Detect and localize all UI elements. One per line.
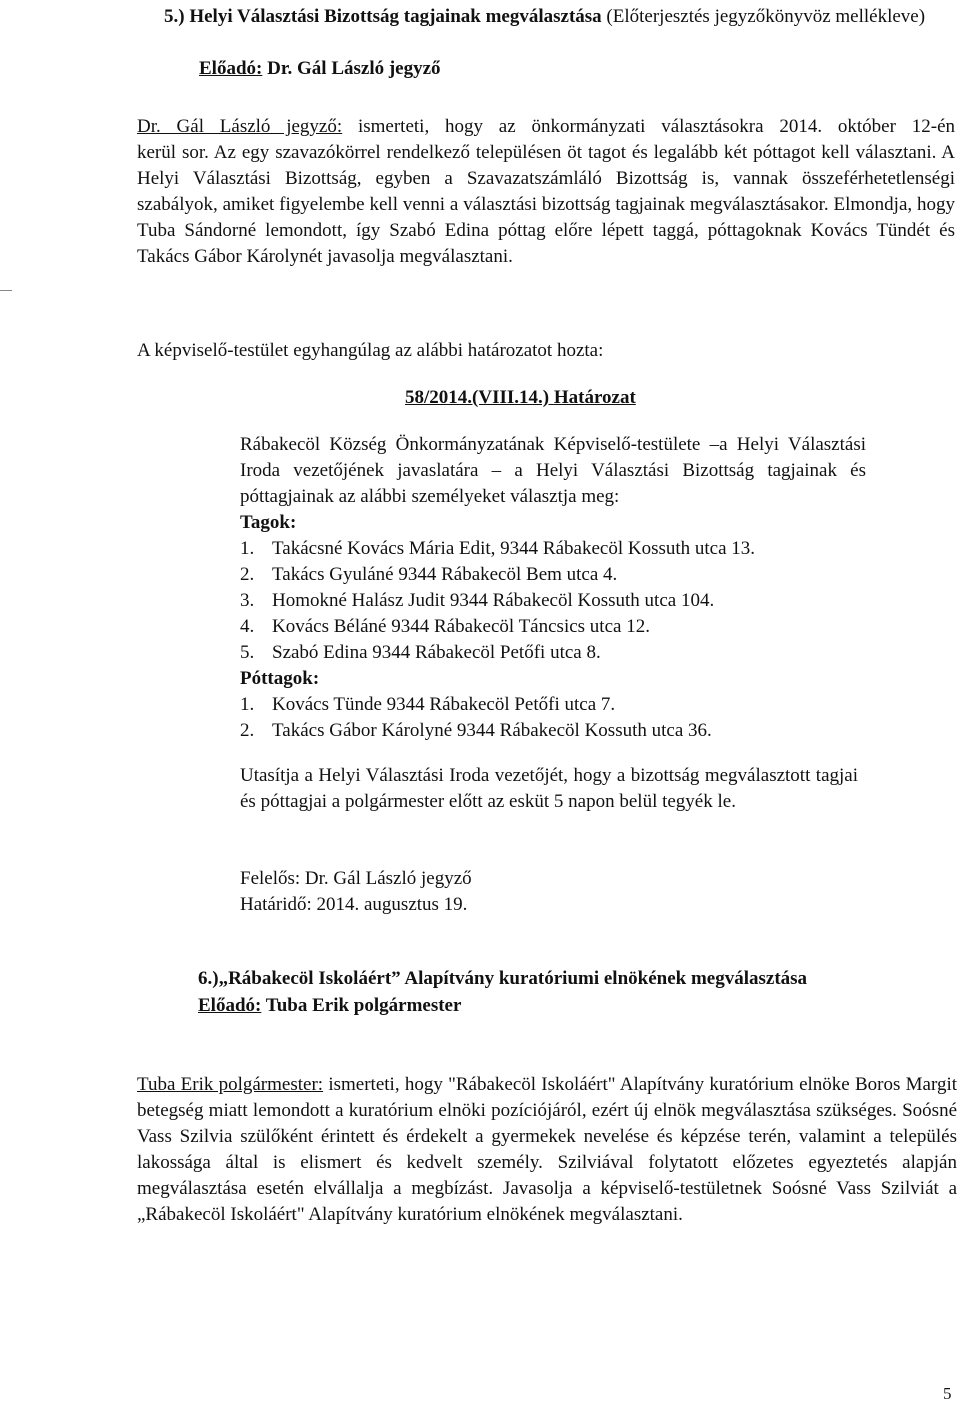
member-item <box>240 536 866 562</box>
member-text: Homokné Halász Judit 9344 Rábakecöl Kossuth utca 104. <box>272 590 715 611</box>
page-number: 5 <box>943 1384 952 1403</box>
section-6-heading <box>198 966 807 992</box>
alternates-list <box>240 692 866 744</box>
presenter-name: Dr. Gál László jegyző <box>267 58 441 79</box>
vote-statement: A képviselő-testület egyhangúlag az alábbi határozatot hozta: <box>137 340 604 361</box>
responsibility-block <box>240 866 472 918</box>
alternate-number: 1. <box>240 694 255 715</box>
section-5-paragraph <box>137 114 955 270</box>
paragraph-body: ismerteti, hogy "Rábakecöl Iskoláért" Alapítvány kuratórium elnöke Boros Margit betegség miatt lemondott a kuratórium elnöki pozíciójáról, ezért új elnök megválasztása szükséges. Soósné Vass Szilvia szülőként érintett és érdekelt a gyermekek nevelése és képzése terén, valamint a település lakossága által is elismert és kedvelt személy. Szilviával folytatott előzetes egyeztetés alapján megválasztása esetén elvállalja a megbízást. Javasolja a képviselő-testületnek Soósné Vass Szilviát a „Rábakecöl Iskoláért" Alapítvány kuratórium elnökének megválasztani. <box>137 1074 958 1225</box>
member-item <box>240 640 866 666</box>
member-text: Szabó Edina 9344 Rábakecöl Petőfi utca 8. <box>272 642 601 663</box>
section-6-presenter <box>198 993 461 1019</box>
member-item <box>240 588 866 614</box>
section-6-title: „Rábakecöl Iskoláért” Alapítvány kuratóriumi elnökének megválasztása <box>218 968 808 989</box>
members-label: Tagok: <box>240 512 297 533</box>
resolution-intro: Rábakecöl Község Önkormányzatának Képviselő-testülete –a Helyi Választási Iroda vezetőjének javaslatára – a Helyi Választási Bizottság tagjainak és póttagjainak az alábbi személyeket választja meg: <box>240 434 866 507</box>
resolution-word: Határozat <box>553 387 636 408</box>
alternate-text: Takács Gábor Károlyné 9344 Rábakecöl Kossuth utca 36. <box>272 720 712 741</box>
section-6-number: 6.) <box>198 968 219 989</box>
deadline-line: Határidő: 2014. augusztus 19. <box>240 894 468 915</box>
speaker-name: Tuba Erik polgármester: <box>137 1074 324 1095</box>
resolution-body <box>240 432 866 744</box>
member-text: Takács Gyuláné 9344 Rábakecöl Bem utca 4. <box>272 564 618 585</box>
member-text: Takácsné Kovács Mária Edit, 9344 Rábakecöl Kossuth utca 13. <box>272 538 756 559</box>
member-number: 3. <box>240 590 255 611</box>
section-6-paragraph <box>137 1072 957 1228</box>
resolution-number: 58/2014.(VIII.14.) <box>405 387 550 408</box>
resolution-title <box>405 385 636 411</box>
presenter-label: Előadó: <box>199 58 263 79</box>
alternate-item <box>240 718 866 744</box>
alternates-label: Póttagok: <box>240 668 320 689</box>
margin-mark <box>0 290 12 291</box>
presenter-label: Előadó: <box>198 995 262 1016</box>
section-5-title: Helyi Választási Bizottság tagjainak megválasztása <box>189 6 602 27</box>
section-5-note: (Előterjesztés jegyzőkönyvöz mellékleve) <box>606 6 926 27</box>
members-list <box>240 536 866 666</box>
section-5-number: 5.) <box>164 6 185 27</box>
section-5-heading <box>164 4 954 30</box>
paragraph-first-line: ismerteti, hogy az önkormányzati választásokra 2014. október 12-én <box>357 116 956 137</box>
member-item <box>240 562 866 588</box>
presenter-name: Tuba Erik polgármester <box>265 995 462 1016</box>
member-number: 1. <box>240 538 255 559</box>
member-number: 5. <box>240 642 255 663</box>
section-5-presenter <box>199 56 441 82</box>
instruction-paragraph: Utasítja a Helyi Választási Iroda vezetőjét, hogy a bizottság megválasztott tagjai és póttagjai a polgármester előtt az esküt 5 napon belül tegyék le. <box>240 765 858 812</box>
alternate-number: 2. <box>240 720 255 741</box>
member-item <box>240 614 866 640</box>
responsible-line: Felelős: Dr. Gál László jegyző <box>240 868 472 889</box>
paragraph-body: kerül sor. Az egy szavazókörrel rendelkező településen öt tagot és legalább két póttagot kell választani. A Helyi Választási Bizottság, egyben a Szavazatszámláló Bizottság is, vannak összeférhetetlenségi szabályok, amiket figyelembe kell venni a választási bizottság tagjainak megválasztásakor. Elmondja, hogy Tuba Sándorné lemondott, így Szabó Edina póttag előre lépett taggá, póttagoknak Kovács Tündét és Takács Gábor Károlynét javasolja megválasztani. <box>137 142 955 267</box>
member-number: 4. <box>240 616 255 637</box>
member-number: 2. <box>240 564 255 585</box>
member-text: Kovács Béláné 9344 Rábakecöl Táncsics utca 12. <box>272 616 650 637</box>
alternate-item <box>240 692 866 718</box>
speaker-name: Dr. Gál László jegyző: <box>137 116 343 137</box>
alternate-text: Kovács Tünde 9344 Rábakecöl Petőfi utca 7. <box>272 694 616 715</box>
